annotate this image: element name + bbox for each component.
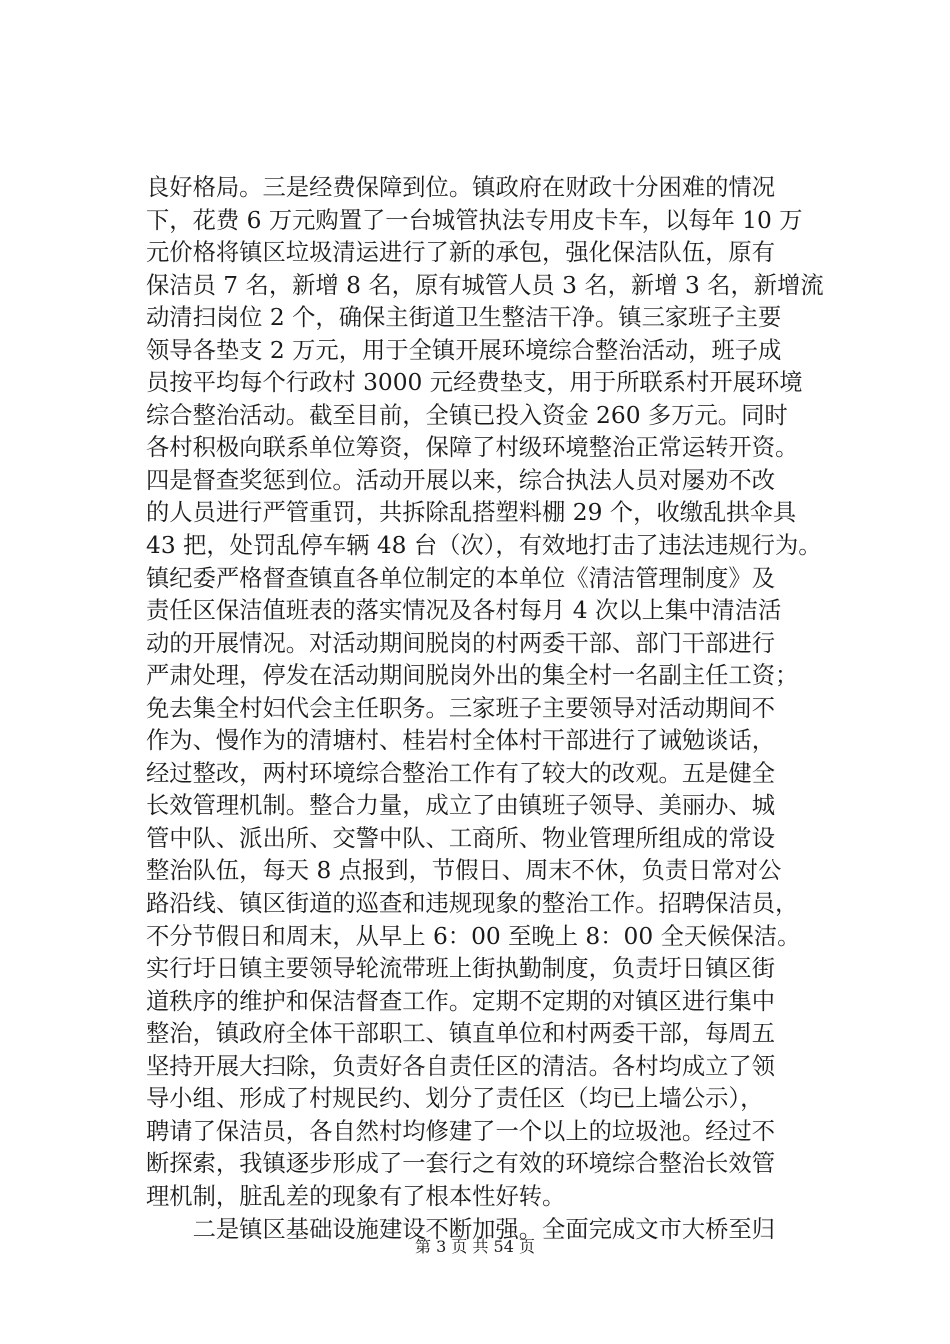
text-line: 43 把，处罚乱停车辆 48 台（次），有效地打击了违法违规行为。 [146,532,822,560]
text-line: 良好格局。三是经费保障到位。镇政府在财政十分困难的情况 [146,174,776,201]
body-text [146,172,836,1246]
text-line: 经过整改，两村环境综合整治工作有了较大的改观。五是健全 [146,759,776,787]
text-line: 理机制，脏乱差的现象有了根本性好转。 [146,1182,566,1210]
text-line: 断探索，我镇逐步形成了一套行之有效的环境综合整治长效管 [146,1150,776,1178]
text-line: 元价格将镇区垃圾清运进行了新的承包，强化保洁队伍，原有 [146,239,776,267]
text-line: 员按平均每个行政村 3000 元经费垫支，用于所联系村开展环境 [146,369,803,397]
text-line: 道秩序的维护和保洁督查工作。定期不定期的对镇区进行集中 [146,987,776,1015]
text-line: 管中队、派出所、交警中队、工商所、物业管理所组成的常设 [146,824,776,852]
text-line: 镇纪委严格督查镇直各单位制定的本单位《清洁管理制度》及 [146,564,776,592]
text-line: 长效管理机制。整合力量，成立了由镇班子领导、美丽办、城 [146,792,776,820]
text-line: 坚持开展大扫除，负责好各自责任区的清洁。各村均成立了领 [146,1052,776,1080]
text-line: 综合整治活动。截至目前，全镇已投入资金 260 多万元。同时 [146,401,788,429]
text-line: 作为、慢作为的清塘村、桂岩村全体村干部进行了诫勉谈话， [146,727,776,755]
text-line: 动的开展情况。对活动期间脱岗的村两委干部、部门干部进行 [146,629,776,657]
text-line: 保洁员 7 名，新增 8 名，原有城管人员 3 名，新增 3 名，新增流 [146,271,824,299]
text-line: 不分节假日和周末，从早上 6：00 至晚上 8：00 全天候保洁。 [146,922,801,950]
text-line: 整治队伍，每天 8 点报到，节假日、周末不休，负责日常对公 [146,857,782,885]
text-line: 严肃处理，停发在活动期间脱岗外出的集全村一名副主任工资； [146,662,799,690]
text-line: 路沿线、镇区街道的巡查和违规现象的整治工作。招聘保洁员， [146,890,799,918]
text-line: 二是镇区基础设施建设不断加强。全面完成文市大桥至归 [146,1215,776,1243]
text-line: 领导各垫支 2 万元，用于全镇开展环境综合整治活动，班子成 [146,336,782,364]
text-line: 动清扫岗位 2 个，确保主街道卫生整洁干净。镇三家班子主要 [146,304,782,332]
text-line: 下，花费 6 万元购置了一台城管执法专用皮卡车，以每年 10 万 [146,206,803,234]
text-line: 导小组、形成了村规民约、划分了责任区（均已上墙公示）， [146,1085,764,1113]
text-line: 各村积极向联系单位筹资，保障了村级环境整治正常运转开资。 [146,434,799,462]
text-line: 整治，镇政府全体干部职工、镇直单位和村两委干部，每周五 [146,1020,776,1048]
text-line: 的人员进行严管重罚，共拆除乱搭塑料棚 29 个，收缴乱拱伞具 [146,499,797,527]
text-line: 四是督查奖惩到位。活动开展以来，综合执法人员对屡劝不改 [146,466,776,494]
text-line: 聘请了保洁员，各自然村均修建了一个以上的垃圾池。经过不 [146,1117,776,1145]
text-line: 责任区保洁值班表的落实情况及各村每月 4 次以上集中清洁活 [146,597,782,625]
text-line: 实行圩日镇主要领导轮流带班上街执勤制度，负责圩日镇区街 [146,955,776,983]
page-footer: 第 3 页 共 54 页 [415,1237,535,1256]
text-line: 免去集全村妇代会主任职务。三家班子主要领导对活动期间不 [146,694,776,722]
